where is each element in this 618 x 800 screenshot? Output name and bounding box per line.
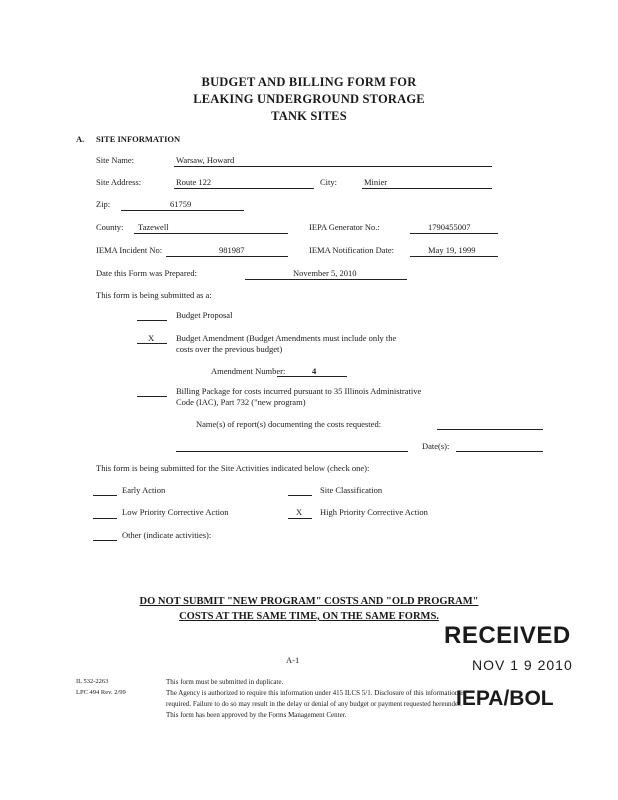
date-prepared-value[interactable]: November 5, 2010	[293, 268, 357, 278]
high-priority-label: High Priority Corrective Action	[320, 507, 428, 517]
form-title-line3: TANK SITES	[271, 109, 347, 123]
zip-line	[121, 210, 244, 211]
low-priority-checkline[interactable]	[93, 518, 117, 519]
form-code-2: LPC 494 Rev. 2/99	[76, 689, 126, 696]
generator-label: IEPA Generator No.:	[309, 222, 380, 232]
notification-date-line	[410, 256, 498, 257]
budget-amendment-label-line2: costs over the previous budget)	[176, 344, 283, 354]
footer-line3: required. Failure to do so may result in the delay or denial of any budget or payment requested hereunder.	[166, 700, 462, 708]
iema-incident-value[interactable]: 981987	[219, 245, 245, 255]
billing-package-checkline[interactable]	[137, 396, 167, 397]
dates-label: Date(s):	[422, 441, 450, 451]
dates-line[interactable]	[456, 451, 543, 452]
low-priority-label: Low Priority Corrective Action	[122, 507, 229, 517]
site-name-label: Site Name:	[96, 155, 135, 165]
high-priority-mark[interactable]: X	[296, 507, 303, 517]
form-title-line2: LEAKING UNDERGROUND STORAGE	[193, 92, 425, 106]
notification-date-value[interactable]: May 19, 1999	[428, 245, 476, 255]
agency-stamp: IEPA/BOL	[456, 687, 554, 710]
billing-package-label-line2: Code (IAC), Part 732 ("new program)	[176, 397, 306, 407]
footer-line1: This form must be submitted in duplicate.	[166, 678, 284, 686]
early-action-label: Early Action	[122, 485, 166, 495]
zip-label: Zip:	[96, 199, 111, 209]
amendment-number-label: Amendment Number:	[211, 366, 286, 376]
city-line	[362, 188, 492, 189]
reports-line-1[interactable]	[437, 429, 543, 430]
amendment-number-value[interactable]: 4	[312, 366, 317, 376]
form-code-1: IL 532-2263	[76, 678, 109, 685]
warning-line1: DO NOT SUBMIT "NEW PROGRAM" COSTS AND "OLD PROGRAM"	[139, 596, 479, 607]
budget-amendment-label-line1: Budget Amendment (Budget Amendments must include only the	[176, 333, 397, 343]
county-line	[134, 233, 288, 234]
page-number: A-1	[286, 655, 300, 665]
site-address-line	[174, 188, 314, 189]
generator-line	[410, 233, 498, 234]
reports-line-2[interactable]	[176, 451, 408, 452]
billing-package-label-line1: Billing Package for costs incurred pursuant to 35 Illinois Administrative	[176, 386, 422, 396]
site-name-value[interactable]: Warsaw, Howard	[176, 155, 235, 165]
warning-line2: COSTS AT THE SAME TIME, ON THE SAME FORMS.	[179, 611, 439, 622]
site-name-line	[174, 166, 492, 167]
form-title-line1: BUDGET AND BILLING FORM FOR	[201, 75, 417, 89]
budget-proposal-checkline[interactable]	[137, 320, 167, 321]
budget-amendment-checkline[interactable]	[137, 343, 167, 344]
site-classification-label: Site Classification	[320, 485, 383, 495]
budget-proposal-label: Budget Proposal	[176, 310, 233, 320]
city-value[interactable]: Minier	[364, 177, 388, 187]
county-value[interactable]: Tazewell	[138, 222, 169, 232]
site-address-value[interactable]: Route 122	[176, 177, 212, 187]
footer-line2: The Agency is authorized to require this information under 415 ILCS 5/1. Disclosure of this information is	[166, 689, 465, 697]
date-prepared-label: Date this Form was Prepared:	[96, 268, 198, 278]
received-date-stamp: NOV 1 9 2010	[472, 657, 573, 673]
footer-line4: This form has been approved by the Forms Management Center.	[166, 711, 347, 719]
city-label: City:	[320, 177, 338, 187]
iema-incident-line	[166, 256, 288, 257]
high-priority-checkline[interactable]	[288, 518, 312, 519]
early-action-checkline[interactable]	[93, 495, 117, 496]
date-prepared-line	[245, 279, 407, 280]
generator-value[interactable]: 1790455007	[428, 222, 471, 232]
reports-label: Name(s) of report(s) documenting the costs requested:	[196, 419, 382, 429]
activities-intro: This form is being submitted for the Site Activities indicated below (check one):	[96, 463, 370, 473]
other-activities-label: Other (indicate activities):	[122, 530, 212, 540]
site-classification-checkline[interactable]	[288, 495, 312, 496]
submitted-as-intro: This form is being submitted as a:	[96, 290, 212, 300]
site-address-label: Site Address:	[96, 177, 142, 187]
zip-value[interactable]: 61759	[170, 199, 192, 209]
amendment-number-line	[277, 376, 347, 377]
other-activities-checkline[interactable]	[93, 540, 117, 541]
received-stamp: RECEIVED	[444, 622, 571, 649]
notification-date-label: IEMA Notification Date:	[309, 245, 394, 255]
budget-amendment-mark[interactable]: X	[148, 333, 155, 343]
section-heading: SITE INFORMATION	[96, 134, 181, 144]
county-label: County:	[96, 222, 124, 232]
section-letter: A.	[76, 134, 85, 144]
iema-incident-label: IEMA Incident No:	[96, 245, 163, 255]
